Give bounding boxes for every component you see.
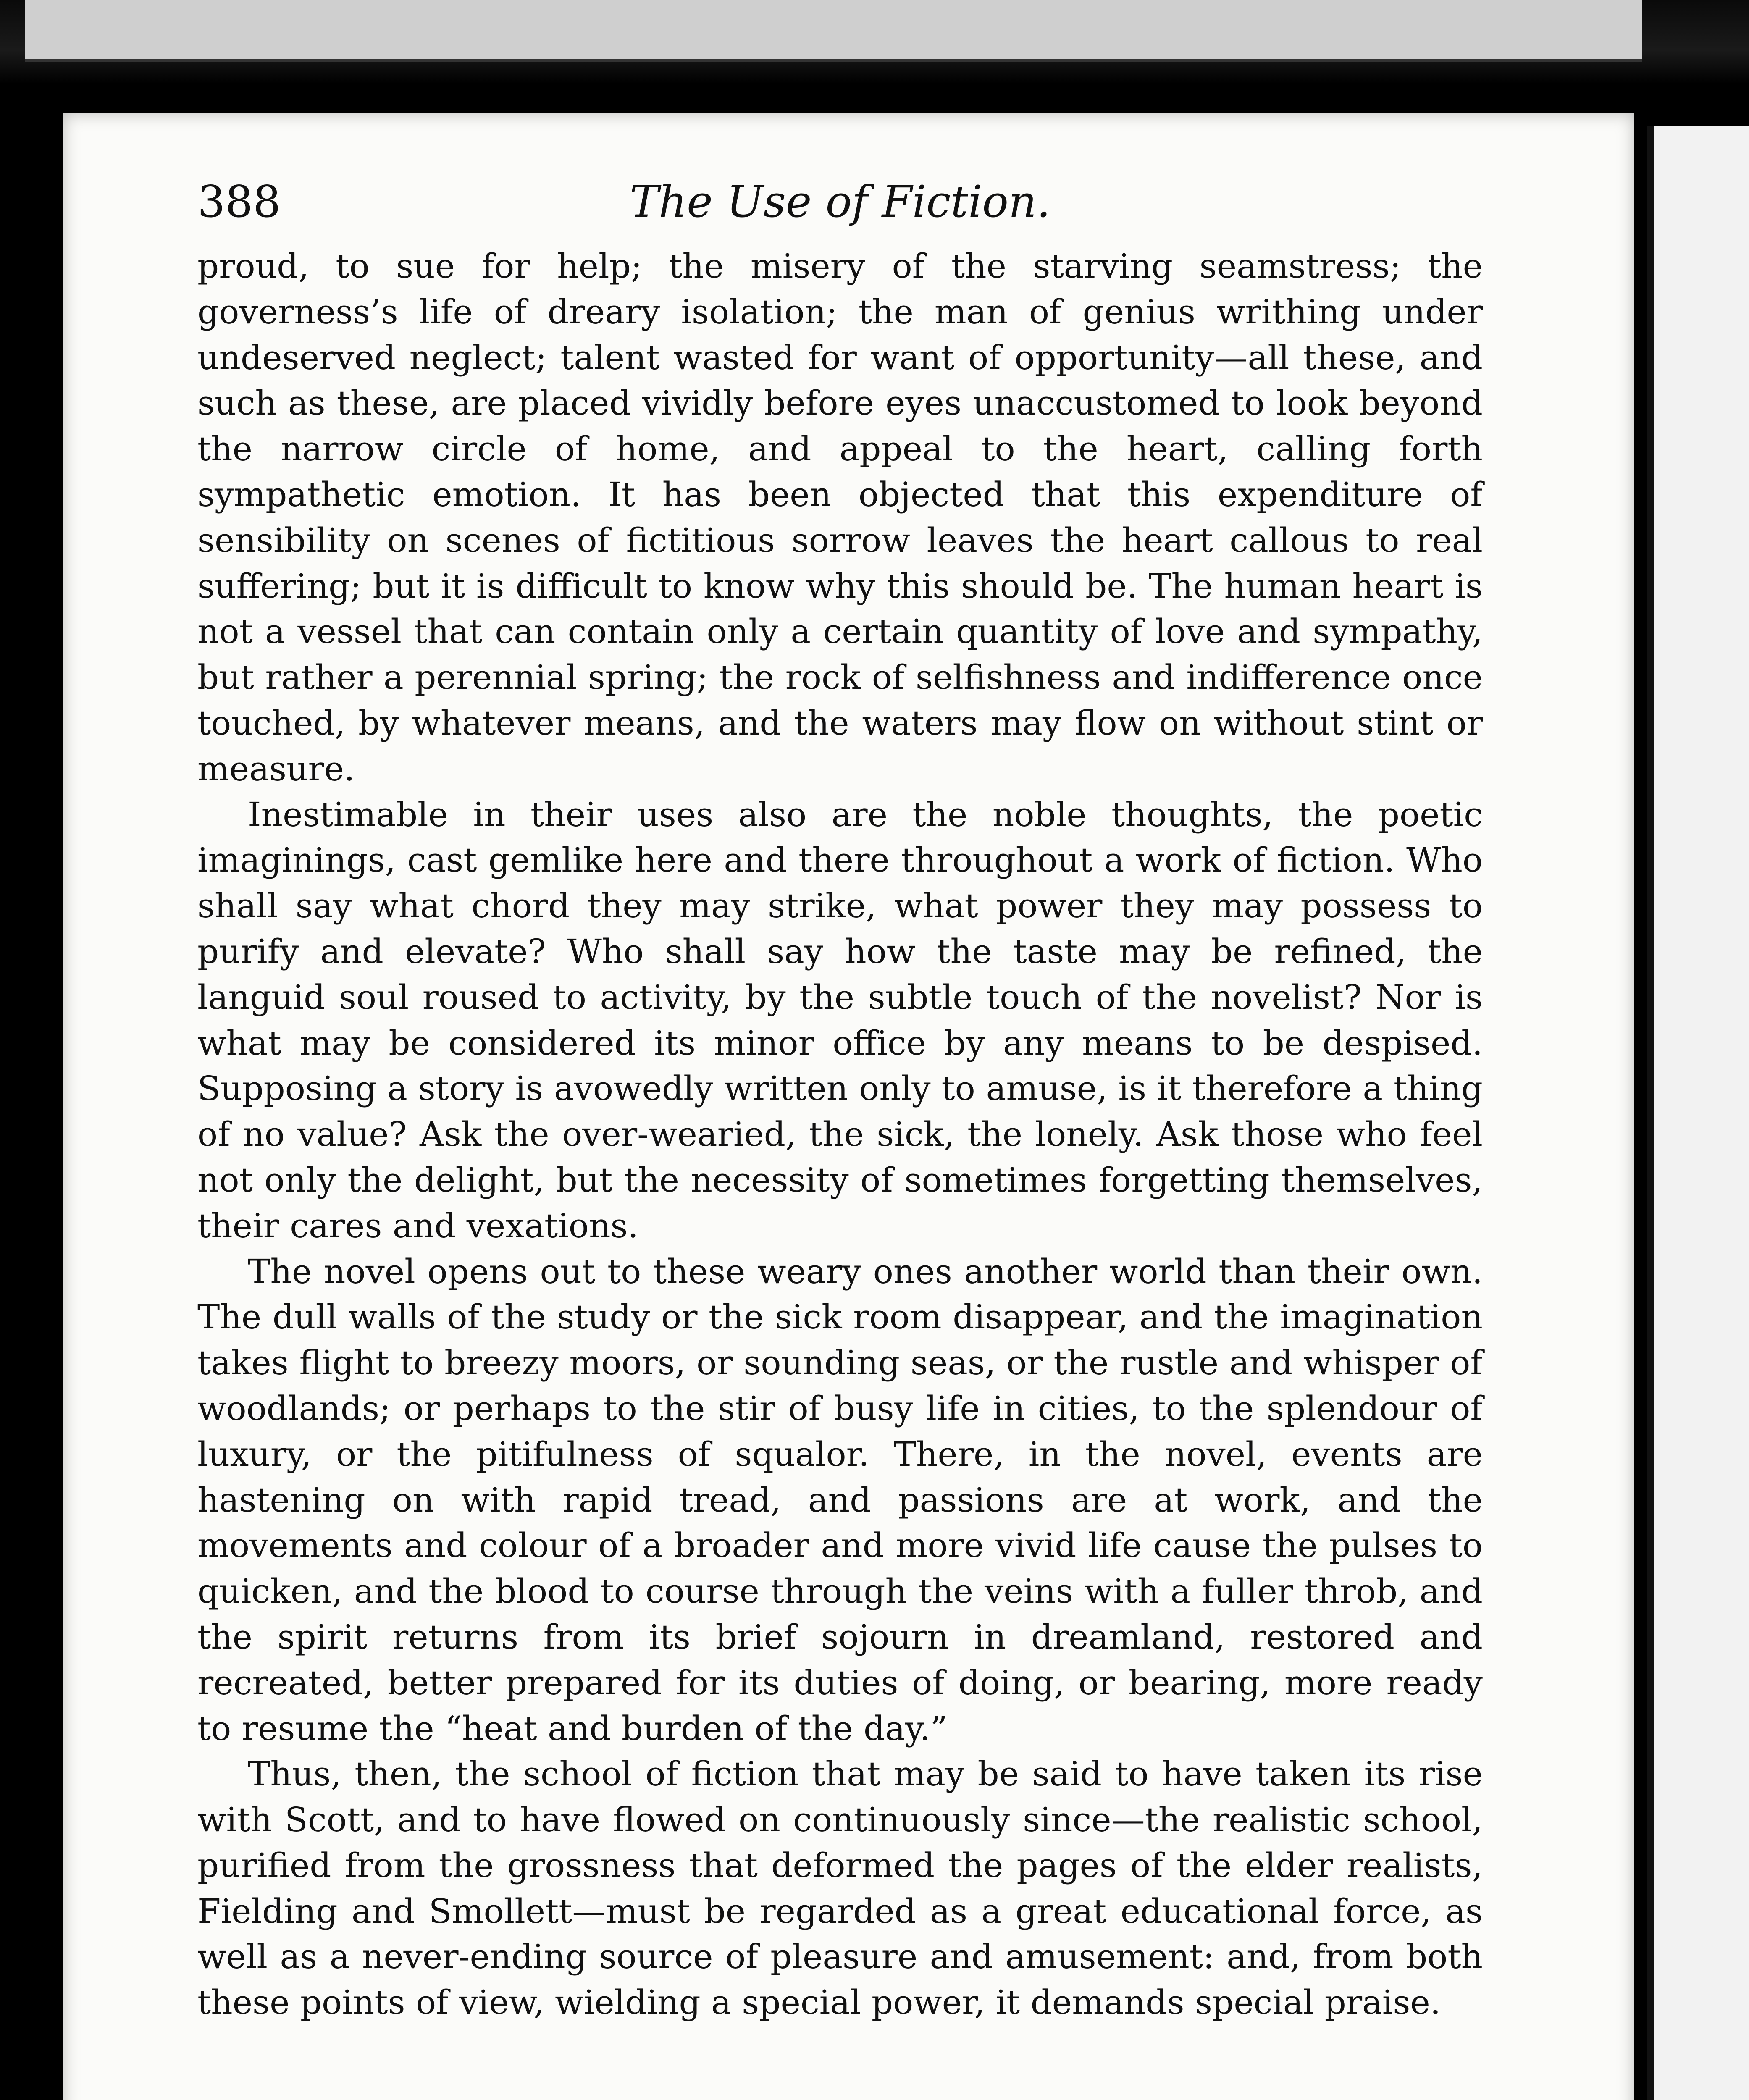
paragraph: The novel opens out to these weary ones another world than their own. The dull walls of the study or the sick room disappear, and the imagination takes flight to breezy moors, or sounding seas, or the rustle and whisper of woodlands; or perhaps to the stir of busy life in cities, to the splendour of luxury, or the pitifulness of squalor. There, in the novel, events are hastening on with rapid tread, and passions are at work, and the movements and colour of a broader and more vivid life cause the pulses to quicken, and the blood to course through the veins with a fuller throb, and the spirit returns from its brief sojourn in dreamland, restored and recreated, better prepared for its duties of doing, or bearing, more ready to resume the “heat and burden of the day.” xyxy=(197,1252,1483,1748)
page-header xyxy=(197,160,1483,244)
paragraph: Inestimable in their uses also are the noble thoughts, the poetic imaginings, cast gemlike here and there throughout a work of fiction. Who shall say what chord they may strike, what power they may possess to purify and elevate? Who shall say how the taste may be refined, the languid soul roused to activity, by the subtle touch of the novelist? Nor is what may be considered its minor office by any means to be despised. Supposing a story is avowedly written only to amuse, is it therefore a thing of no value? Ask the over-wearied, the sick, the lonely. Ask those who feel not only the delight, but the necessity of sometimes forgetting themselves, their cares and vexations. xyxy=(197,795,1483,1245)
next-page-edge xyxy=(1647,126,1749,2100)
running-title: The Use of Fiction. xyxy=(629,176,1051,227)
page-number: 388 xyxy=(197,176,281,227)
body-text xyxy=(197,244,1483,2026)
previous-page-edge xyxy=(25,0,1642,62)
paragraph: Thus, then, the school of fiction that may be said to have taken its rise with Scott, and to have flowed on continuously since—the realistic school, purified from the grossness that deformed the pages of the elder realists, Fielding and Smollett—must be regarded as a great educational force, as well as a never-ending source of pleasure and amusement: and, from both these points of view, wielding a special power, it demands special praise. xyxy=(197,1754,1483,2022)
paragraph: proud, to sue for help; the misery of the starving seamstress; the governess’s life of dreary isolation; the man of genius writhing under undeserved neglect; talent wasted for want of opportunity—all these, and such as these, are placed vividly before eyes unaccustomed to look beyond the narrow circle of home, and appeal to the heart, calling forth sympathetic emotion. It has been objected that this expenditure of sensibility on scenes of fictitious sorrow leaves the heart callous to real suffering; but it is difficult to know why this should be. The human heart is not a vessel that can contain only a certain quantity of love and sympathy, but rather a perennial spring; the rock of selfishness and indifference once touched, by whatever means, and the waters may flow on without stint or measure. xyxy=(197,247,1483,788)
